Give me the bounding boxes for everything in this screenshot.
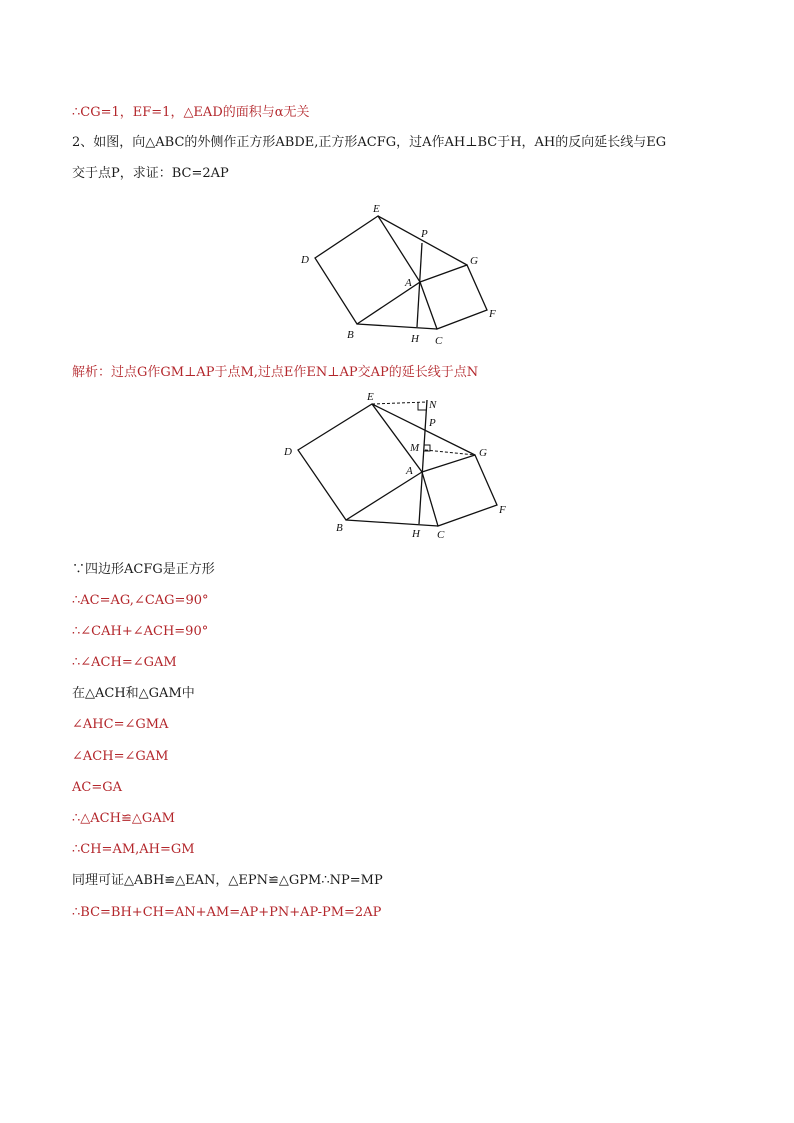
problem-line-2: 交于点P，求证：BC=2AP [72, 166, 229, 181]
label-d: D [284, 446, 292, 458]
proof-line-3: ∴∠CAH+∠ACH=90° [72, 624, 209, 639]
proof-line-9: ∴△ACH≌△GAM [72, 811, 175, 826]
proof-line-11: 同理可证△ABH≌△EAN，△EPN≌△GPM∴NP=MP [72, 873, 383, 888]
label-g: G [470, 255, 478, 267]
segment-bc [357, 324, 437, 329]
square-abde [315, 216, 420, 324]
label-m: M [410, 442, 420, 454]
proof-line-7: ∠ACH=∠GAM [72, 749, 169, 764]
label-f: F [499, 504, 506, 516]
label-c: C [437, 529, 445, 541]
proof-line-1: ∵四边形ACFG是正方形 [72, 562, 215, 577]
intro-line: ∴CG=1，EF=1，△EAD的面积与α无关 [72, 105, 310, 120]
square-acfg [420, 265, 487, 329]
proof-line-10: ∴CH=AM,AH=GM [72, 842, 195, 857]
label-f: F [489, 308, 496, 320]
analysis-line: 解析：过点G作GM⊥AP于点M,过点E作EN⊥AP交AP的延长线于点N [72, 365, 479, 380]
proof-line-8: AC=GA [72, 780, 123, 795]
right-angle-n [418, 402, 427, 410]
proof-line-12: ∴BC=BH+CH=AN+AM=AP+PN+AP-PM=2AP [72, 905, 382, 920]
segment-eg [378, 216, 467, 265]
segment-bc [346, 520, 438, 526]
proof-line-6: ∠AHC=∠GMA [72, 717, 169, 732]
segment-ah-extended [419, 400, 427, 524]
label-a: A [405, 277, 412, 289]
label-c: C [435, 335, 443, 347]
label-g: G [479, 447, 487, 459]
square-abde [298, 404, 422, 520]
dashed-en [372, 402, 427, 404]
label-h: H [412, 528, 420, 540]
label-d: D [301, 254, 309, 266]
label-p: P [429, 417, 436, 429]
problem-line-1: 2、如图，向△ABC的外侧作正方形ABDE,正方形ACFG，过A作AH⊥BC于H，AH的反向延长线与EG [72, 135, 667, 150]
label-e: E [373, 203, 380, 215]
label-h: H [411, 333, 419, 345]
label-b: B [336, 522, 343, 534]
label-a: A [406, 465, 413, 477]
proof-line-2: ∴AC=AG,∠CAG=90° [72, 593, 209, 608]
label-p: P [421, 228, 428, 240]
figure-1 [300, 195, 510, 350]
label-n: N [429, 399, 437, 411]
figure-2 [280, 390, 520, 545]
proof-line-5: 在△ACH和△GAM中 [72, 686, 195, 701]
label-b: B [347, 329, 354, 341]
square-acfg [422, 455, 497, 526]
proof-line-4: ∴∠ACH=∠GAM [72, 655, 177, 670]
label-e: E [367, 391, 374, 403]
